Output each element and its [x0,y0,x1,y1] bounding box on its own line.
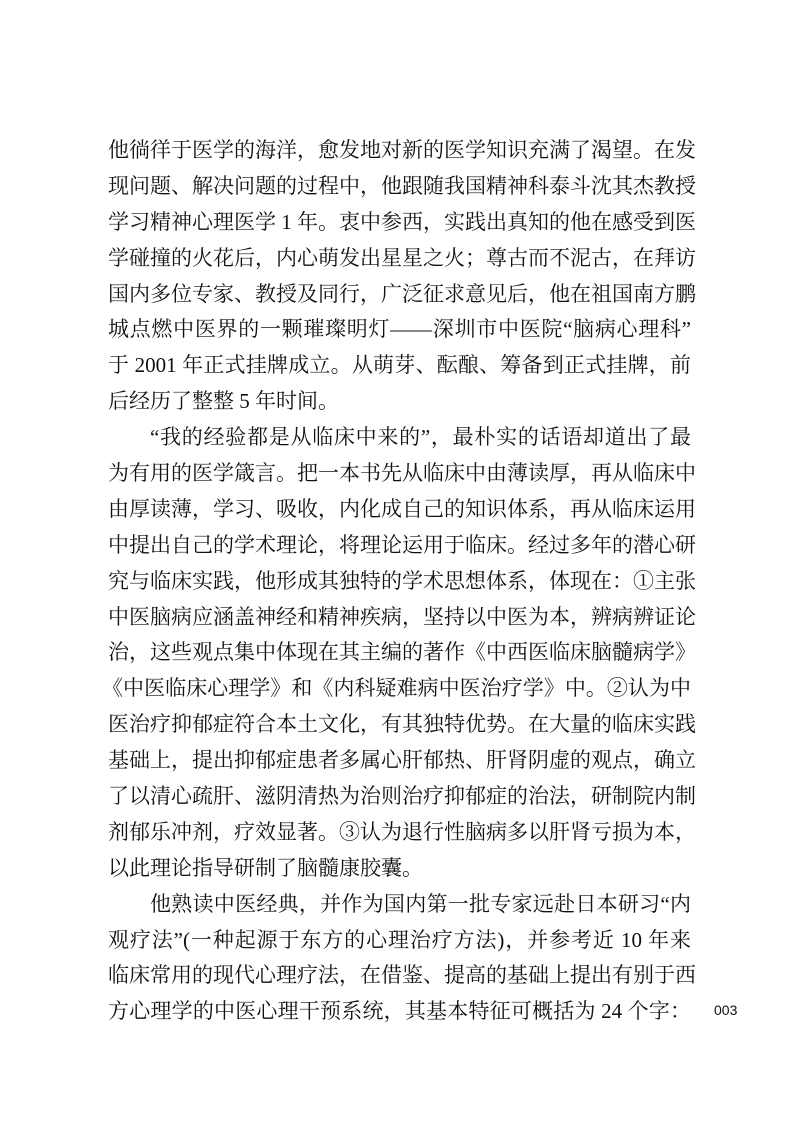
text-line: 究与临床实践，他形成其独特的学术思想体系，体现在：①主张 [108,568,696,593]
text-line: 《中医临床心理学》和《内科疑难病中医治疗学》中。②认为中 [102,676,691,701]
text-line: 中提出自己的学术理论，将理论运用于临床。经过多年的潜心研 [108,532,696,557]
text-line: 医治疗抑郁症符合本土文化，有其独特优势。在大量的临床实践 [108,712,696,737]
body-text [102,133,696,1030]
paragraph [108,133,696,420]
text-line: 学习精神心理医学 1 年。衷中参西，实践出真知的他在感受到医 [108,209,696,234]
text-line: 了以清心疏肝、滋阴清热为治则治疗抑郁症的治法，研制院内制 [108,784,696,809]
text-line: 以此理论指导研制了脑髓康胶囊。 [108,855,423,880]
paragraph [108,887,696,1031]
text-line: 为有用的医学箴言。把一本书先从临床中由薄读厚，再从临床中 [108,461,696,486]
text-line: 剂郁乐冲剂，疗效显著。③认为退行性脑病多以肝肾亏损为本， [108,819,696,844]
text-line: 他徜徉于医学的海洋，愈发地对新的医学知识充满了渴望。在发 [108,138,696,162]
text-line: 国内多位专家、教授及同行，广泛征求意见后，他在祖国南方鹏 [108,281,696,306]
text-line: 观疗法”(一种起源于东方的心理治疗方法)，并参考近 10 年来 [108,927,691,952]
text-line: 后经历了整整 5 年时间。 [108,389,339,414]
text-line: 临床常用的现代心理疗法，在借鉴、提高的基础上提出有别于西 [108,963,696,988]
text-line: 方心理学的中医心理干预系统，其基本特征可概括为 24 个字： [108,999,691,1024]
text-line: 中医脑病应涵盖神经和精神疾病，坚持以中医为本，辨病辨证论 [108,604,696,629]
text-line: 他熟读中医经典，并作为国内第一批专家远赴日本研习“内 [150,891,691,916]
page-number: 003 [714,1002,738,1018]
text-line: 基础上，提出抑郁症患者多属心肝郁热、肝肾阴虚的观点，确立 [108,748,696,773]
text-line: 城点燃中医界的一颗璀璨明灯——深圳市中医院“脑病心理科” [108,317,691,342]
paragraph [102,420,696,887]
text-line: 现问题、解决问题的过程中，他跟随我国精神科泰斗沈其杰教授 [108,173,696,198]
text-line: 于 2001 年正式挂牌成立。从萌芽、酝酿、筹备到正式挂牌，前 [108,353,691,378]
text-line: 治，这些观点集中体现在其主编的著作《中西医临床脑髓病学》 [108,640,696,665]
text-line: “我的经验都是从临床中来的”，最朴实的话语却道出了最 [150,425,691,450]
text-line: 学碰撞的火花后，内心萌发出星星之火；尊古而不泥古，在拜访 [108,245,696,270]
text-line: 由厚读薄，学习、吸收，内化成自己的知识体系，再从临床运用 [108,496,696,521]
